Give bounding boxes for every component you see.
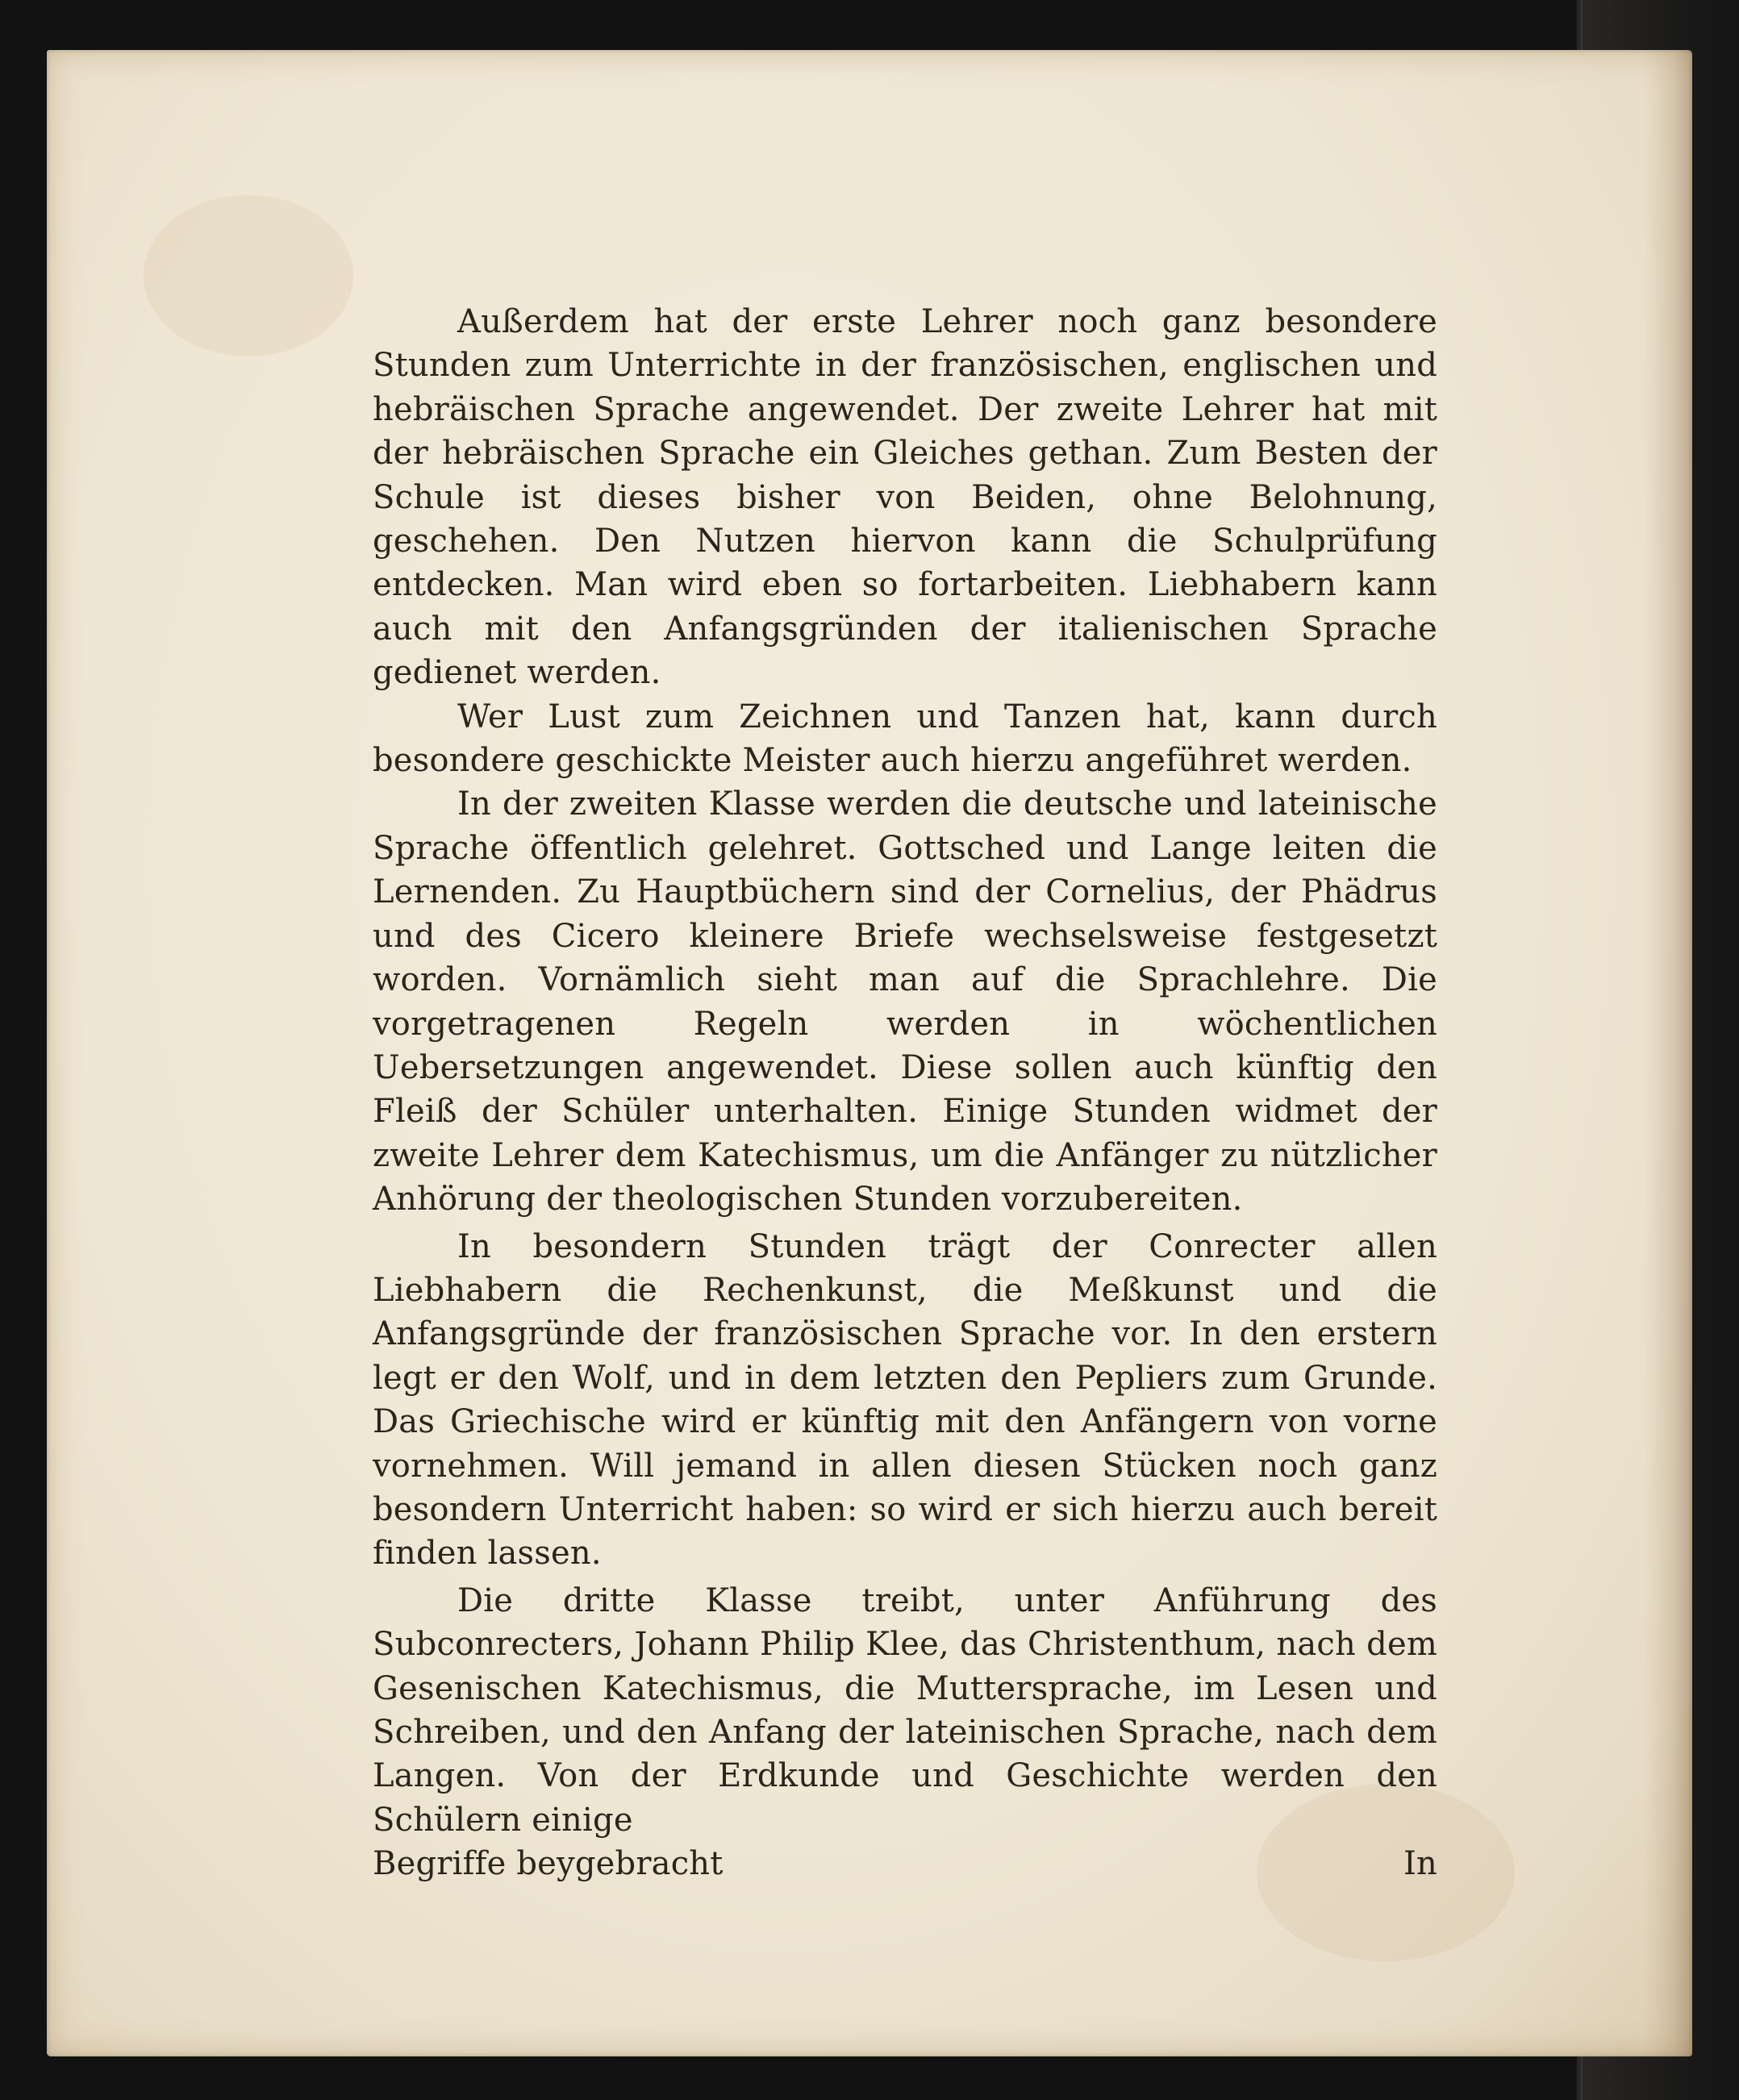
page-text	[373, 300, 1437, 1886]
page-fold-shadow	[1644, 50, 1692, 2056]
paper-stain	[144, 195, 353, 356]
last-line-text: Begriffe beygebracht	[373, 1845, 724, 1883]
paragraph-3: In der zweiten Klasse werden die deutsche und lateinische Sprache öffentlich gelehret. Gottsched und Lange leiten die Lernenden. Zu Hauptbüchern sind der Cornelius, der Phädrus und des Cicero kleinere Briefe wechselsweise festgesetzt worden. Vornämlich sieht man auf die Sprachlehre. Die vorgetragenen Regeln werden in wöchentlichen Uebersetzungen angewendet. Diese sollen auch künftig den Fleiß der Schüler unterhalten. Einige Stunden widmet der zweite Lehrer dem Katechismus, um die Anfänger zu nützlicher Anhörung der theologischen Stunden vorzubereiten.	[373, 785, 1437, 1219]
catchword: In	[1403, 1845, 1437, 1883]
paragraph-5: Die dritte Klasse treibt, unter Anführung des Subconrecters, Johann Philip Klee, das Christenthum, nach dem Gesenischen Katechismus, die Muttersprache, im Lesen und Schreiben, und den Anfang der lateinischen Sprache, nach dem Langen. Von der Erdkunde und Geschichte werden den Schülern einige	[373, 1581, 1437, 1839]
last-line	[373, 1842, 1437, 1885]
paragraph-4: In besondern Stunden trägt der Conrecter allen Liebhabern die Rechenkunst, die Meßkunst und die Anfangsgründe der französischen Sprache vor. In den erstern legt er den Wolf, und in dem letzten den Pepliers zum Grunde. Das Griechische wird er künftig mit den Anfängern von vorne vornehmen. Will jemand in allen diesen Stücken noch ganz besondern Unterricht haben: so wird er sich hierzu auch bereit finden lassen.	[373, 1227, 1437, 1573]
paragraph-2: Wer Lust zum Zeichnen und Tanzen hat, kann durch besondere geschickte Meister auch hierzu angeführet werden.	[373, 698, 1437, 780]
paragraph-1: Außerdem hat der erste Lehrer noch ganz besondere Stunden zum Unterrichte in der französischen, englischen und hebräischen Sprache angewendet. Der zweite Lehrer hat mit der hebräischen Sprache ein Gleiches gethan. Zum Besten der Schule ist dieses bisher von Beiden, ohne Belohnung, geschehen. Den Nutzen hiervon kann die Schulprüfung entdecken. Man wird eben so fortarbeiten. Liebhabern kann auch mit den Anfangsgründen der italienischen Sprache gedienet werden.	[373, 303, 1437, 692]
